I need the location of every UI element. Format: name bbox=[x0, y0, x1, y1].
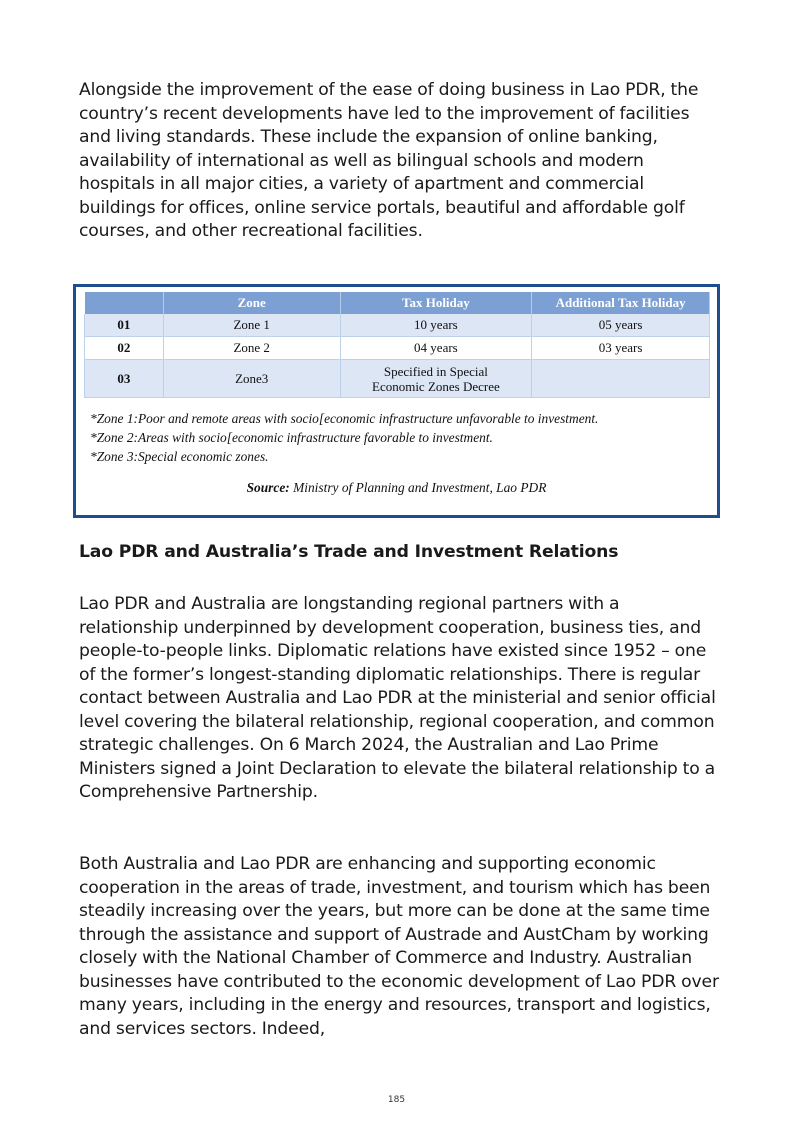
header-zone: Zone bbox=[163, 292, 340, 314]
header-blank bbox=[85, 292, 164, 314]
row-zone: Zone 1 bbox=[163, 314, 340, 337]
row-number: 02 bbox=[85, 337, 164, 360]
row-additional bbox=[532, 360, 710, 398]
row-zone: Zone3 bbox=[163, 360, 340, 398]
table-row bbox=[85, 360, 710, 398]
intro-paragraph: Alongside the improvement of the ease of doing business in Lao PDR, the country’s recent developments have led to the improvement of facilities and living standards. These include the expansion of online banking, availability of international as well as bilingual schools and modern hospitals in all major cities, a variety of apartment and commercial buildings for offices, online service portals, beautiful and affordable golf courses, and other recreational facilities. bbox=[79, 80, 699, 241]
table-source bbox=[76, 480, 717, 496]
table-row bbox=[85, 314, 710, 337]
source-text: Ministry of Planning and Investment, Lao PDR bbox=[289, 480, 547, 495]
zone-note: *Zone 1:Poor and remote areas with socio[economic infrastructure unfavorable to investment. bbox=[90, 411, 599, 426]
row-additional: 03 years bbox=[532, 337, 710, 360]
tax-holiday-figure bbox=[73, 284, 720, 518]
row-tax-holiday-line: Specified in Special bbox=[383, 363, 488, 379]
header-additional-tax-holiday: Additional Tax Holiday bbox=[532, 292, 710, 314]
row-additional: 05 years bbox=[532, 314, 710, 337]
row-number: 01 bbox=[85, 314, 164, 337]
row-tax-holiday bbox=[340, 360, 532, 398]
section-heading: Lao PDR and Australia’s Trade and Investment Relations bbox=[79, 542, 619, 562]
cooperation-paragraph: Both Australia and Lao PDR are enhancing and supporting economic cooperation in the areas of trade, investment, and tourism which has been steadily increasing over the years, but more can be done at the same time through the assistance and support of Austrade and AustCham by working closely with the National Chamber of Commerce and Industry. Australian businesses have contributed to the economic development of Lao PDR over many years, including in the energy and resources, transport and logistics, and services sectors. Indeed, bbox=[79, 854, 719, 1039]
row-tax-holiday: 10 years bbox=[340, 314, 532, 337]
zone-tax-table bbox=[84, 292, 710, 398]
table-row bbox=[85, 337, 710, 360]
zone-note: *Zone 2:Areas with socio[economic infrastructure favorable to investment. bbox=[90, 430, 493, 445]
zone-note: *Zone 3:Special economic zones. bbox=[90, 449, 269, 464]
page-number: 185 bbox=[387, 1095, 406, 1105]
header-tax-holiday: Tax Holiday bbox=[340, 292, 532, 314]
source-label: Source: bbox=[246, 480, 290, 495]
relations-paragraph: Lao PDR and Australia are longstanding regional partners with a relationship underpinned by development cooperation, business ties, and people-to-people links. Diplomatic relations have existed since 1952 – one of the former’s longest-standing diplomatic relationships. There is regular contact between Australia and Lao PDR at the ministerial and senior official level covering the bilateral relationship, regional cooperation, and common strategic challenges. On 6 March 2024, the Australian and Lao Prime Ministers signed a Joint Declaration to elevate the bilateral relationship to a Comprehensive Partnership. bbox=[79, 594, 716, 802]
row-tax-holiday-line: Economic Zones Decree bbox=[372, 378, 500, 394]
row-zone: Zone 2 bbox=[163, 337, 340, 360]
row-number: 03 bbox=[85, 360, 164, 398]
zone-notes bbox=[90, 409, 598, 466]
row-tax-holiday: 04 years bbox=[340, 337, 532, 360]
table-header-row bbox=[85, 292, 710, 314]
